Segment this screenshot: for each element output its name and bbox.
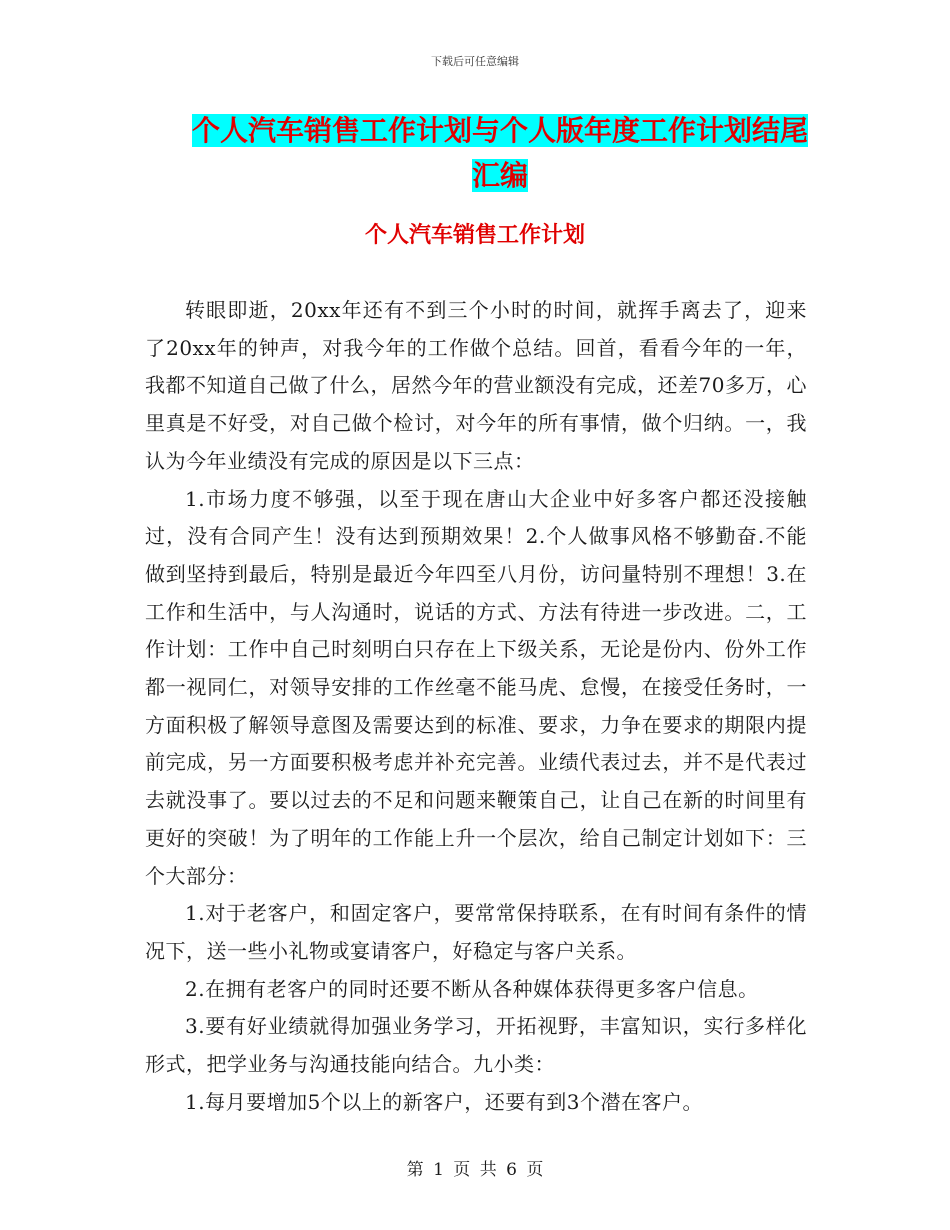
paragraph: 2.在拥有老客户的同时还要不断从各种媒体获得更多客户信息。 [185,976,759,1001]
paragraph: 1.每月要增加5个以上的新客户，还要有到3个潜在客户。 [185,1089,704,1114]
section-title: 个人汽车销售工作计划 [364,223,585,248]
paragraph: 转眼即逝，20xx年还有不到三个小时的时间，就挥手离去了，迎来了20xx年的钟声，对我今年的工作做个总结。回首，看看今年的一年，我都不知道自己做了什么，居然今年的营业额没有完成，还差70多万，心里真是不好受，对自己做个检讨，对今年的所有事情，做个归纳。一，我认为今年业绩没有完成的原因是以下三点： [145,298,807,473]
body-text [145,292,807,1121]
paragraph: 1.市场力度不够强，以至于现在唐山大企业中好多客户都还没接触过，没有合同产生！没有达到预期效果！2.个人做事风格不够勤奋.不能做到坚持到最后，特别是最近今年四至八月份，访问量特别不理想！3.在工作和生活中，与人沟通时，说话的方式、方法有待进一步改进。二，工作计划：工作中自己时刻明白只存在上下级关系，无论是份内、份外工作都一视同仁，对领导安排的工作丝毫不能马虎、怠慢，在接受任务时，一方面积极了解领导意图及需要达到的标准、要求，力争在要求的期限内提前完成，另一方面要积极考虑并补充完善。业绩代表过去，并不是代表过去就没事了。要以过去的不足和问题来鞭策自己，让自己在新的时间里有更好的突破！为了明年的工作能上升一个层次，给自己制定计划如下：三个大部分： [145,486,807,888]
page-footer: 第 1 页 共 6 页 [406,1160,544,1180]
document-title-text: 个人汽车销售工作计划与个人版年度工作计划结尾汇编 [191,114,808,192]
document-title [180,108,820,198]
paragraph: 3.要有好业绩就得加强业务学习，开拓视野，丰富知识，实行多样化形式，把学业务与沟通技能向结合。九小类： [145,1014,807,1077]
paragraph: 1.对于老客户，和固定客户，要常常保持联系，在有时间有条件的情况下，送一些小礼物或宴请客户，好稳定与客户关系。 [145,901,807,963]
header-note: 下载后可任意编辑 [431,55,519,68]
